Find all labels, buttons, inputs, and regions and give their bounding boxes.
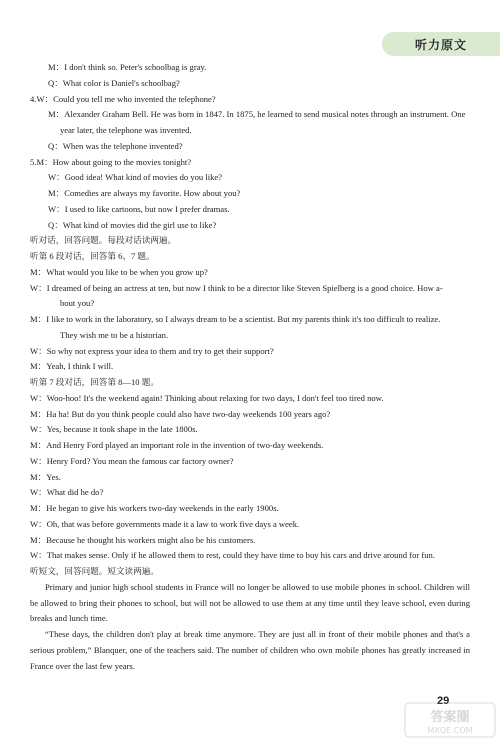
transcript-line: M：And Henry Ford played an important role in the invention of two-day weekends. <box>30 440 324 450</box>
passage-paragraph: Primary and junior high school students in France will no longer be allowed to use mobile phones in school. Children will be allowed to bring their phones to school, but will not be allowed to use them at any time until they leave school, even during breaks and lunch time. <box>30 581 470 624</box>
transcript-line: 4.W：Could you tell me who invented the telephone? <box>30 93 216 104</box>
transcript-line: year later, the telephone was invented. <box>60 125 192 135</box>
transcript-line: W：Good idea! What kind of movies do you like? <box>48 172 223 183</box>
transcript-line: M：He began to give his workers two-day weekends in the early 1900s. <box>30 503 279 513</box>
transcript-line: M：I don't think so. Peter's schoolbag is gray. <box>48 62 207 72</box>
transcript-line: 听第 7 段对话，回答第 8—10 题。 <box>30 377 159 387</box>
transcript-line: M：Yeah, I think I will. <box>30 361 114 372</box>
transcript-line: M：Yes. <box>30 471 61 482</box>
transcript-line: 5.M：How about going to the movies tonight? <box>30 156 192 167</box>
passage <box>30 580 470 675</box>
transcript-line: M：What would you like to be when you grow up? <box>30 266 208 277</box>
transcript-line: W：I used to like cartoons, but now I prefer dramas. <box>48 203 230 214</box>
transcript-line: W：Oh, that was before governments made it a law to work five days a week. <box>30 518 300 529</box>
transcript-line: 听对话，回答问题。每段对话读两遍。 <box>30 235 177 246</box>
transcript-line: Q：What kind of movies did the girl use to like? <box>48 219 217 230</box>
transcript-line: Q：When was the telephone invented? <box>48 140 183 151</box>
transcript-line: W：So why not express your idea to them and try to get their support? <box>30 345 274 356</box>
transcript-line: M：Because he thought his workers might also be his customers. <box>30 534 256 545</box>
transcript-line: They wish me to be a historian. <box>60 329 169 340</box>
transcript-line: W：Woo-hoo! It's the weekend again! Thinking about relaxing for two days, I don't feel too tired now. <box>30 392 384 403</box>
transcript-line: M：I like to work in the laboratory, so I always dream to be a scientist. But my parents think it's too difficult to realize. <box>30 314 441 324</box>
transcript-line: W：What did he do? <box>30 487 104 498</box>
transcript-line: W：Yes, because it took shape in the late 1800s. <box>30 424 198 435</box>
transcript-line: Q：What color is Daniel's schoolbag? <box>48 77 180 88</box>
transcript-line: bout you? <box>60 298 95 309</box>
section-tab: 听力原文 <box>382 32 500 56</box>
watermark-logo <box>404 702 496 738</box>
passage-paragraph: “These days, the children don't play at break time anymore. They are just all in front of their mobile phones and that's a serious problem,” Blanquer, one of the teachers said. The number of children who own mobile phones has greatly increased in France over the last few years. <box>30 629 470 671</box>
transcript-line: W：That makes sense. Only if he allowed them to rest, could they have time to buy his cars and drive around for fun. <box>30 550 435 561</box>
watermark-title: 答案圈 <box>430 710 470 725</box>
transcript-line: W：I dreamed of being an actress at ten, but now I think to be a director like Steven Spielberg is a good choice. How a- <box>30 282 443 293</box>
transcript-line: M：Comedies are always my favorite. How about you? <box>48 188 241 198</box>
transcript-line: 听短文，回答问题。短文读两遍。 <box>30 566 159 576</box>
watermark-url: MXQE.COM <box>427 726 473 735</box>
transcript-line: M：Alexander Graham Bell. He was born in 1847. In 1875, he learned to send musical notes through an instrument. One <box>48 109 466 120</box>
transcript-line: W：Henry Ford? You mean the famous car factory owner? <box>30 455 234 466</box>
transcript-line: 听第 6 段对话，回答第 6、7 题。 <box>30 251 155 261</box>
page-number: 29 <box>437 695 450 707</box>
transcript-line: M：Ha ha! But do you think people could also have two-day weekends 100 years ago? <box>30 408 331 419</box>
transcript-body <box>30 60 470 674</box>
dialogue-lines <box>30 60 470 580</box>
